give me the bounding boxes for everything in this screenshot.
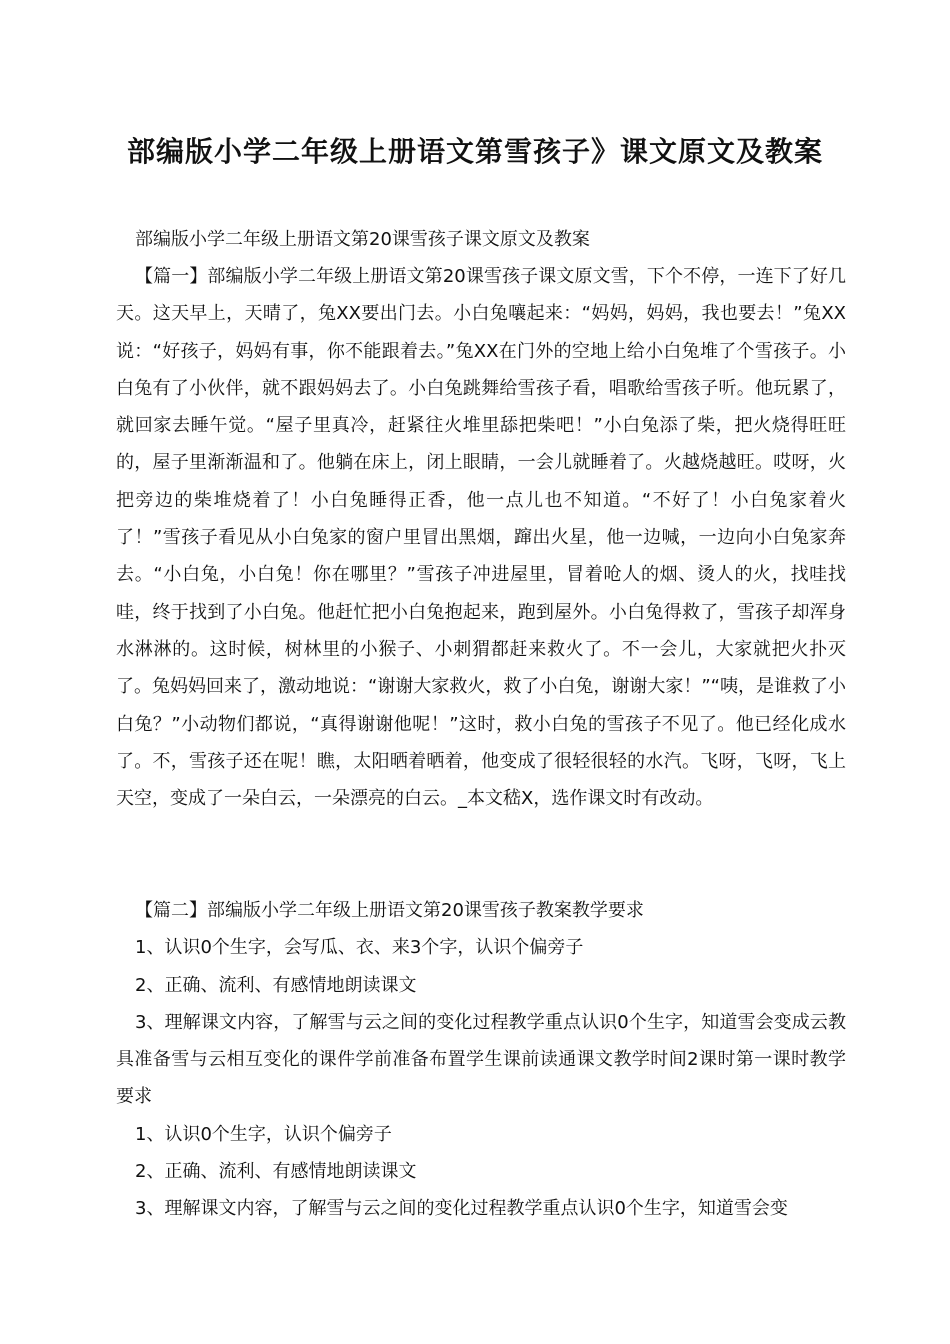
requirement-item: 3、理解课文内容，了解雪与云之间的变化过程教学重点认识0个生字，知道雪会变 [135,1198,788,1220]
requirement-item: 1、认识0个生字，会写瓜、衣、来3个字，认识个偏旁子 [135,937,584,959]
document-subtitle: 部编版小学二年级上册语文第20课雪孩子课文原文及教案 [135,229,590,250]
section2-heading: 【篇二】部编版小学二年级上册语文第20课雪孩子教案教学要求 [135,900,644,921]
requirement-item: 2、正确、流利、有感情地朗读课文 [135,1161,417,1183]
section1-paragraph: 【篇一】部编版小学二年级上册语文第20课雪孩子课文原文雪，下个不停，一连下了好几天。这天早上，天晴了，兔XX要出门去。小白兔嚷起来：“妈妈，妈妈，我也要去！”兔XX说：“好孩子，妈妈有事，你不能跟着去。”兔XX在门外的空地上给小白兔堆了个雪孩子。小白兔有了小伙伴，就不跟妈妈去了。小白兔跳舞给雪孩子看，唱歌给雪孩子听。他玩累了，就回家去睡午觉。“屋子里真冷，赶紧往火堆里舔把柴吧！”小白兔添了柴，把火烧得旺旺的，屋子里渐渐温和了。他躺在床上，闭上眼睛，一会儿就睡着了。火越烧越旺。哎呀，火把旁边的柴堆烧着了！小白兔睡得正香，他一点儿也不知道。“不好了！小白兔家着火了！”雪孩子看见从小白兔家的窗户里冒出黑烟，蹿出火星，他一边喊，一边向小白兔家奔去。“小白兔，小白兔！你在哪里？”雪孩子冲进屋里，冒着呛人的烟、烫人的火，找哇找哇，终于找到了小白兔。他赶忙把小白兔抱起来，跑到屋外。小白兔得救了，雪孩子却浑身水淋淋的。这时候，树林里的小猴子、小刺猬都赶来救火了。不一会儿，大家就把火扑灭了。兔妈妈回来了，激动地说：“谢谢大家救火，救了小白兔，谢谢大家！”“咦，是谁救了小白兔？”小动物们都说，“真得谢谢他呢！”这时，救小白兔的雪孩子不见了。他已经化成水了。不，雪孩子还在呢！瞧，太阳晒着晒着，他变成了很轻很轻的水汽。飞呀，飞呀，飞上天空，变成了一朵白云，一朵漂亮的白云。_本文嵇X，选作课文时有改动。 [116,266,846,810]
requirement-item: 1、认识0个生字，认识个偏旁子 [135,1123,392,1145]
requirement-item: 2、正确、流利、有感情地朗读课文 [135,974,417,996]
document-title: 部编版小学二年级上册语文第雪孩子》课文原文及教案 [126,135,823,168]
section2 [116,892,846,1228]
requirement-item: 3、理解课文内容，了解雪与云之间的变化过程教学重点认识0个生字，知道雪会变成云教具准备雪与云相互变化的课件学前准备布置学生课前读通课文教学时间2课时第一课时教学要求 [116,1011,846,1108]
